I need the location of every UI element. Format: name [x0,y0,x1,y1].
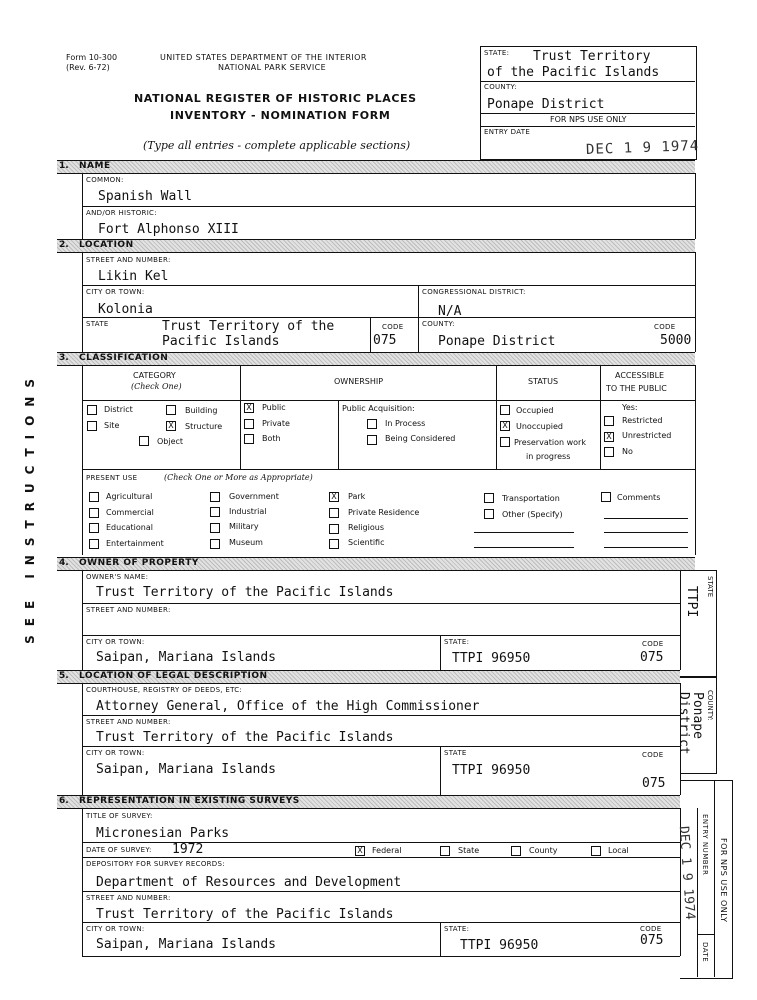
congressional-district-label: CONGRESSIONAL DISTRICT: [422,288,526,296]
entry-date-stamp: DEC 1 9 1974 [585,138,700,158]
both-checkbox[interactable] [244,434,254,444]
public-checkbox[interactable]: X [244,403,254,413]
district-checkbox[interactable] [87,405,97,415]
scientific-checkbox[interactable] [329,539,339,549]
private-checkbox[interactable] [244,419,254,429]
legal-city-label: CITY OR TOWN: [86,749,145,757]
section-title: LOCATION [79,240,134,250]
other-checkbox[interactable] [484,509,494,519]
preservation-work-checkbox[interactable] [500,437,510,447]
survey-code-value: 075 [640,933,664,948]
survey-title-value: Micronesian Parks [96,826,230,841]
legal-code-label: CODE [642,751,664,759]
state-box-state-value: Trust Territory [533,49,651,64]
survey-date-label: DATE OF SURVEY: [86,846,152,854]
unrestricted-label: Unrestricted [622,431,672,440]
survey-code-label: CODE [640,925,662,933]
state-value: Trust Territory of the [162,319,335,334]
section-owner-header [57,557,695,571]
unoccupied-label: Unoccupied [516,422,563,431]
unoccupied-checkbox[interactable]: X [500,421,510,431]
section-title: NAME [79,161,111,171]
section-name-header [57,160,695,174]
religious-label: Religious [348,523,384,532]
agricultural-checkbox[interactable] [89,492,99,502]
state-box-county-label: COUNTY: [484,83,517,91]
status-header: STATUS [528,377,559,386]
survey-state-label: STATE: [444,925,470,933]
religious-checkbox[interactable] [329,524,339,534]
historic-name-label: AND/OR HISTORIC: [86,209,157,217]
form-number: Form 10-300 [66,53,118,62]
unrestricted-checkbox[interactable]: X [604,432,614,442]
site-checkbox[interactable] [87,421,97,431]
legal-code-value: 075 [642,776,666,791]
county-survey-label: County [529,846,558,855]
section-classification-header [57,352,695,366]
educational-checkbox[interactable] [89,523,99,533]
object-label: Object [157,437,184,446]
city-label: CITY OR TOWN: [86,288,145,296]
comments-label: Comments [617,493,661,502]
ownership-header: OWNERSHIP [334,377,384,386]
congressional-district-value: N/A [438,304,462,319]
street-label: STREET AND NUMBER: [86,256,171,264]
federal-label: Federal [372,846,402,855]
street-value: Likin Kel [98,269,169,284]
section-title: OWNER OF PROPERTY [79,558,199,568]
section-number: 6. [59,796,69,806]
legal-street-value: Trust Territory of the Pacific Islands [96,730,394,745]
county-code-label: CODE [654,323,676,331]
present-use-label: PRESENT USE [86,474,138,482]
private-residence-checkbox[interactable] [329,508,339,518]
department-line: UNITED STATES DEPARTMENT OF THE INTERIOR [160,53,367,62]
section-number: 2. [59,240,69,250]
legal-street-label: STREET AND NUMBER: [86,718,171,726]
commercial-label: Commercial [106,508,154,517]
state-code-value: 075 [373,333,397,348]
county-label: COUNTY: [422,320,455,328]
section-number: 5. [59,671,69,681]
section-title: LOCATION OF LEGAL DESCRIPTION [79,671,268,681]
in-process-label: In Process [385,419,426,428]
restricted-checkbox[interactable] [604,416,614,426]
local-survey-label: Local [608,846,629,855]
occupied-label: Occupied [516,406,554,415]
state-code-label: CODE [382,323,404,331]
depository-label: DEPOSITORY FOR SURVEY RECORDS: [86,860,225,868]
comments-checkbox[interactable] [601,492,611,502]
local-survey-checkbox[interactable] [591,846,601,856]
historic-name-value: Fort Alphonso XIII [98,222,239,237]
educational-label: Educational [106,523,153,532]
see-instructions-side-text: SEE INSTRUCTIONS [23,370,37,644]
survey-state-value: TTPI 96950 [460,938,539,953]
military-checkbox[interactable] [210,523,220,533]
present-use-note: (Check One or More as Appropriate) [164,473,313,482]
side-date-stamp: DEC 1 9 1974 [675,825,698,921]
federal-checkbox[interactable]: X [355,846,365,856]
site-label: Site [104,421,120,430]
side-county-label: COUNTY: [706,690,714,721]
section-location-header [57,239,695,253]
industrial-checkbox[interactable] [210,507,220,517]
side-nps-only: FOR NPS USE ONLY [719,838,728,923]
building-label: Building [185,406,218,415]
state-box-county-value: Ponape District [487,97,605,112]
being-considered-label: Being Considered [385,434,456,443]
courthouse-value: Attorney General, Office of the High Commissioner [96,699,480,714]
public-acquisition-label: Public Acquisition: [342,404,415,413]
section-number: 1. [59,161,69,171]
section-number: 3. [59,353,69,363]
survey-street-value: Trust Territory of the Pacific Islands [96,907,394,922]
state-label: STATE [86,320,109,328]
park-label: Park [348,492,366,501]
private-residence-label: Private Residence [348,508,420,517]
form-subtitle: INVENTORY - NOMINATION FORM [170,109,391,122]
survey-date-value: 1972 [172,842,204,857]
section-title: CLASSIFICATION [79,353,169,363]
survey-city-label: CITY OR TOWN: [86,925,145,933]
common-name-label: COMMON: [86,176,124,184]
structure-label: Structure [185,422,223,431]
county-survey-checkbox[interactable] [511,846,521,856]
state-value-2: Pacific Islands [162,334,280,349]
owner-city-value: Saipan, Mariana Islands [96,650,277,665]
owner-name-label: OWNER'S NAME: [86,573,149,581]
section-title: REPRESENTATION IN EXISTING SURVEYS [79,796,300,806]
transportation-checkbox[interactable] [484,493,494,503]
no-access-checkbox[interactable] [604,447,614,457]
owner-state-label: STATE: [444,638,470,646]
survey-title-label: TITLE OF SURVEY: [86,812,153,820]
entertainment-label: Entertainment [106,539,164,548]
survey-street-label: STREET AND NUMBER: [86,894,171,902]
district-label: District [104,405,133,414]
park-checkbox[interactable]: X [329,492,339,502]
form-instruction: (Type all entries - complete applicable sections) [143,139,411,152]
no-access-label: No [622,447,633,456]
owner-state-value: TTPI 96950 [452,651,531,666]
preservation-work-label: Preservation work [514,438,586,447]
transportation-label: Transportation [502,494,560,503]
being-considered-checkbox[interactable] [367,435,377,445]
owner-name-value: Trust Territory of the Pacific Islands [96,585,394,600]
government-label: Government [229,492,279,501]
structure-checkbox[interactable]: X [166,421,176,431]
survey-city-value: Saipan, Mariana Islands [96,937,277,952]
depository-value: Department of Resources and Development [96,875,402,890]
accessible-yes-label: Yes: [622,403,638,412]
legal-city-value: Saipan, Mariana Islands [96,762,277,777]
state-survey-label: State [458,846,480,855]
side-date-label: DATE [701,942,709,963]
legal-state-label: STATE [444,749,467,757]
accessible-header-2: TO THE PUBLIC [606,384,667,393]
side-state-value: TTPI [684,586,699,618]
state-box-state-label: STATE: [484,49,510,57]
form-revision: (Rev. 6-72) [66,63,110,72]
industrial-label: Industrial [229,507,267,516]
entertainment-checkbox[interactable] [89,539,99,549]
category-header: CATEGORY [133,371,176,380]
object-checkbox[interactable] [139,436,149,446]
county-code-value: 5000 [660,333,692,348]
scientific-label: Scientific [348,538,385,547]
common-name-value: Spanish Wall [98,189,192,204]
agency-line: NATIONAL PARK SERVICE [218,63,327,72]
military-label: Military [229,522,259,531]
occupied-checkbox[interactable] [500,405,510,415]
state-survey-checkbox[interactable] [440,846,450,856]
side-entry-number: ENTRY NUMBER [701,814,709,876]
museum-label: Museum [229,538,263,547]
commercial-checkbox[interactable] [89,508,99,518]
other-specify-label: Other (Specify) [502,510,563,519]
city-value: Kolonia [98,302,153,317]
government-checkbox[interactable] [210,492,220,502]
section-legal-header [57,670,680,684]
accessible-header: ACCESSIBLE [615,371,665,380]
in-progress-label: in progress [526,452,571,461]
restricted-label: Restricted [622,416,663,425]
building-checkbox[interactable] [166,405,176,415]
state-box-state-value-2: of the Pacific Islands [487,65,660,80]
both-label: Both [262,434,281,443]
museum-checkbox[interactable] [210,539,220,549]
public-label: Public [262,403,286,412]
side-state-label: STATE [706,576,714,598]
entry-date-label: ENTRY DATE [484,128,531,136]
private-label: Private [262,419,290,428]
owner-code-label: CODE [642,640,664,648]
section-surveys-header [57,795,680,809]
form-title: NATIONAL REGISTER OF HISTORIC PLACES [134,92,417,105]
legal-state-value: TTPI 96950 [452,763,531,778]
agricultural-label: Agricultural [106,492,153,501]
owner-code-value: 075 [640,650,664,665]
side-county-value-2: District [676,692,691,755]
in-process-checkbox[interactable] [367,419,377,429]
owner-city-label: CITY OR TOWN: [86,638,145,646]
side-county-value: Ponape [690,692,705,739]
county-value: Ponape District [438,334,556,349]
section-number: 4. [59,558,69,568]
owner-street-label: STREET AND NUMBER: [86,606,171,614]
nps-use-only: FOR NPS USE ONLY [550,115,627,124]
category-subheader: (Check One) [131,382,182,391]
courthouse-label: COURTHOUSE, REGISTRY OF DEEDS, ETC: [86,686,243,694]
